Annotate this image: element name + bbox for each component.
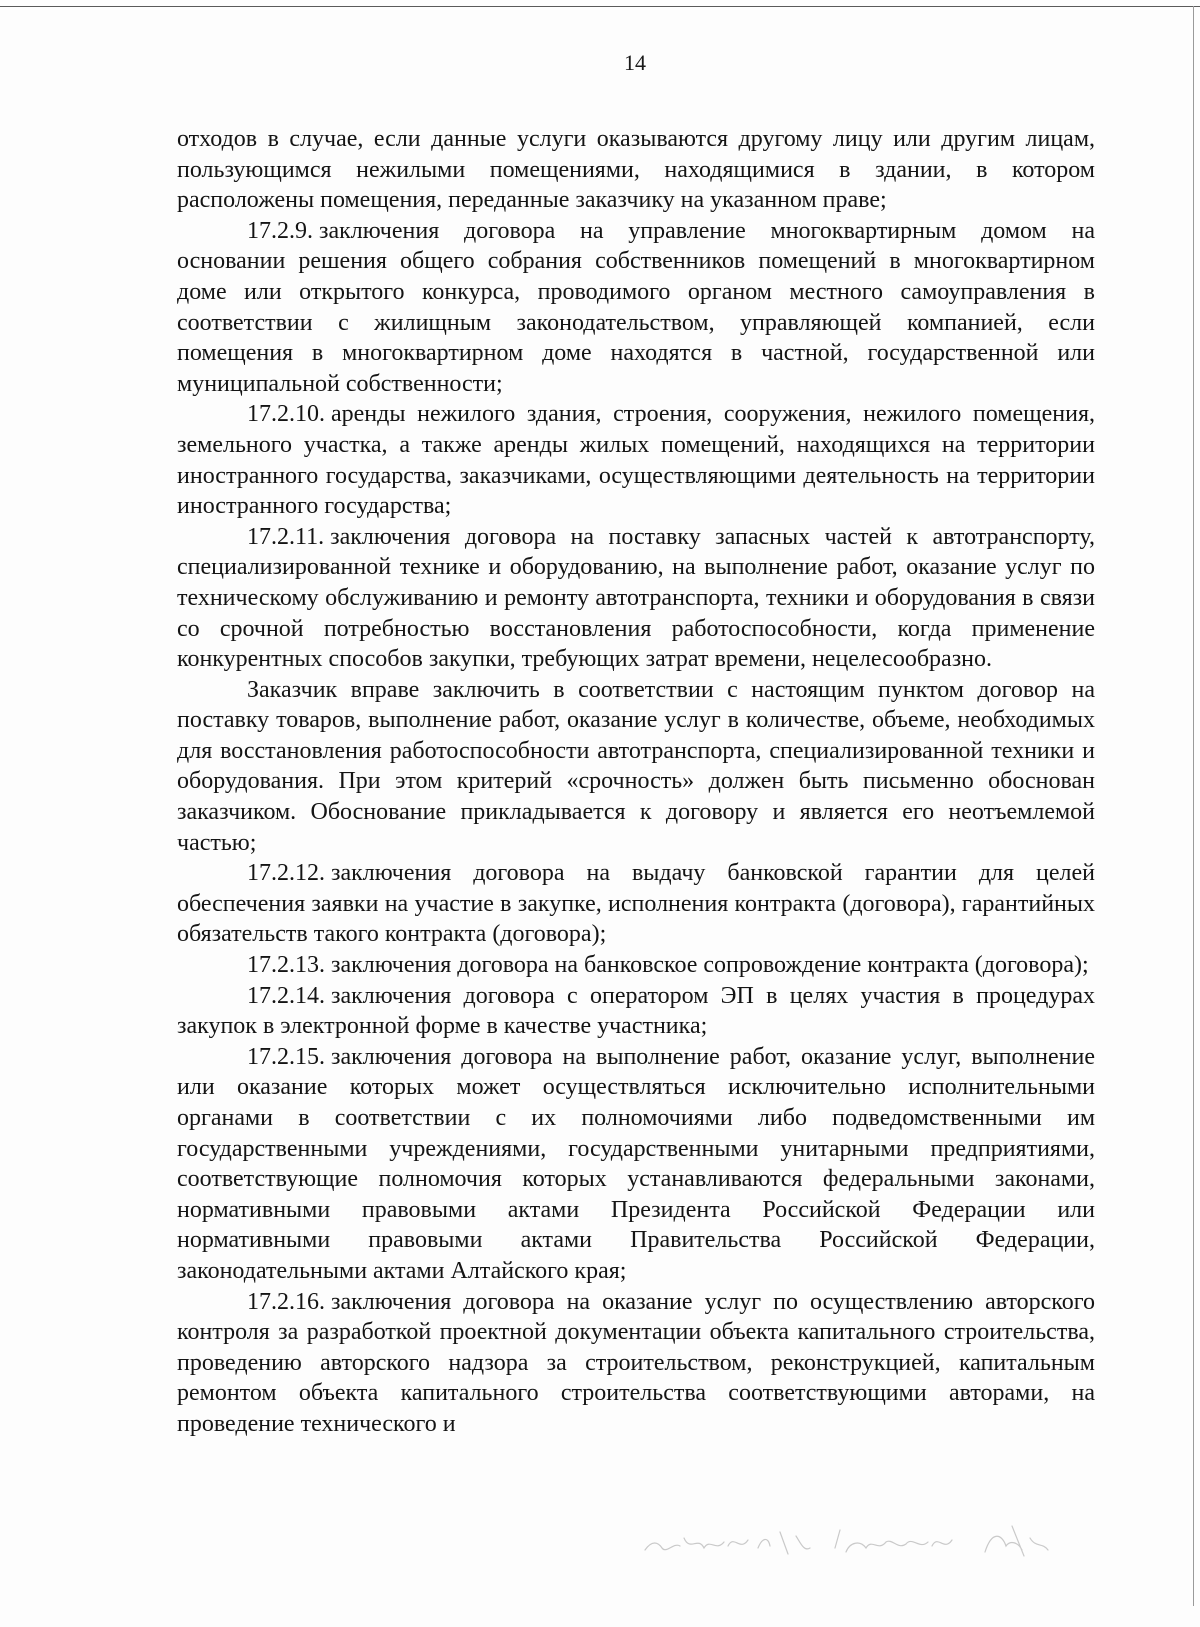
clause-17-2-10 (177, 399, 1095, 521)
clause-number: 17.2.10. (247, 401, 325, 428)
clause-text: аренды нежилого здания, строения, сооружения, нежилого помещения, земельного участка, а также аренды жилых помещений, находящихся на территории иностранного государства, заказчиками, осуществляющими деятельность на территории иностранного государства; (177, 401, 1095, 520)
body-text (177, 124, 1095, 1440)
clause-number: 17.2.16. (247, 1288, 325, 1315)
clause-17-2-12 (177, 858, 1095, 950)
clause-text: заключения договора на поставку запасных частей к автотранспорту, специализированной технике и оборудованию, на выполнение работ, оказание услуг по техническому обслуживанию и ремонту автотранспорта, техники и оборудования в связи со срочной потребностью восстановления работоспособности, когда применение конкурентных способов закупки, требующих затрат времени, нецелесообразно. (177, 523, 1095, 673)
clause-17-2-9 (177, 216, 1095, 400)
handwritten-signature (640, 1512, 1100, 1562)
page-right-edge (1193, 6, 1194, 1606)
clause-text: заключения договора на выдачу банковской гарантии для целей обеспечения заявки на участие в закупке, исполнения контракта (договора), гарантийных обязательств такого контракта (договора); (177, 860, 1095, 948)
clause-text: заключения договора на управление многоквартирным домом на основании решения общего собрания собственников помещений в многоквартирном доме или открытого конкурса, проводимого органом местного самоуправления в соответствии с жилищным законодательством, управляющей компанией, если помещения в многоквартирном доме находятся в частной, государственной или муниципальной собственности; (177, 217, 1095, 397)
clause-number: 17.2.11. (247, 523, 325, 550)
paragraph-text: Заказчик вправе заключить в соответствии с настоящим пунктом договор на поставку товаров, выполнение работ, оказание услуг в количестве, объеме, необходимых для восстановления работоспособности автотранспорта, специализированной техники и оборудования. При этом критерий «срочность» должен быть письменно обоснован заказчиком. Обоснование прикладывается к договору и является его неотъемлемой частью; (177, 676, 1095, 856)
clause-17-2-16 (177, 1287, 1095, 1440)
page-top-edge (0, 6, 1200, 7)
clause-17-2-14 (177, 981, 1095, 1042)
clause-text: заключения договора на оказание услуг по осуществлению авторского контроля за разработкой проектной документации объекта капитального строительства, проведению авторского надзора за строительством, реконструкцией, капитальным ремонтом объекта капитального строительства соответствующими авторами, на проведение технического и (177, 1288, 1095, 1437)
paragraph-text: отходов в случае, если данные услуги оказываются другому лицу или другим лицам, пользующимся нежилыми помещениями, находящимися в здании, в котором расположены помещения, переданные заказчику на указанном праве; (177, 126, 1095, 214)
clause-number: 17.2.13. (247, 952, 325, 979)
clause-text: заключения договора на выполнение работ, оказание услуг, выполнение или оказание которых может осуществляться исключительно исполнительными органами в соответствии с их полномочиями либо подведомственными им государственными учреждениями, государственными унитарными предприятиями, соответствующие полномочия которых устанавливаются федеральными законами, нормативными правовыми актами Президента Российской Федерации или нормативными правовыми актами Правительства Российской Федерации, законодательными актами Алтайского края; (177, 1043, 1095, 1284)
clause-number: 17.2.14. (247, 982, 325, 1009)
clause-number: 17.2.9. (247, 217, 313, 244)
clause-text: заключения договора на банковское сопровождение контракта (договора); (331, 952, 1089, 979)
clause-17-2-11 (177, 522, 1095, 675)
paragraph-continuation (177, 124, 1095, 216)
clause-number: 17.2.12. (247, 860, 325, 887)
page-number: 14 (624, 50, 646, 75)
clause-number: 17.2.15. (247, 1043, 325, 1070)
clause-17-2-13 (177, 950, 1095, 981)
paragraph-customer-right (177, 675, 1095, 859)
clause-text: заключения договора с оператором ЭП в целях участия в процедурах закупок в электронной форме в качестве участника; (177, 982, 1095, 1040)
clause-17-2-15 (177, 1042, 1095, 1287)
